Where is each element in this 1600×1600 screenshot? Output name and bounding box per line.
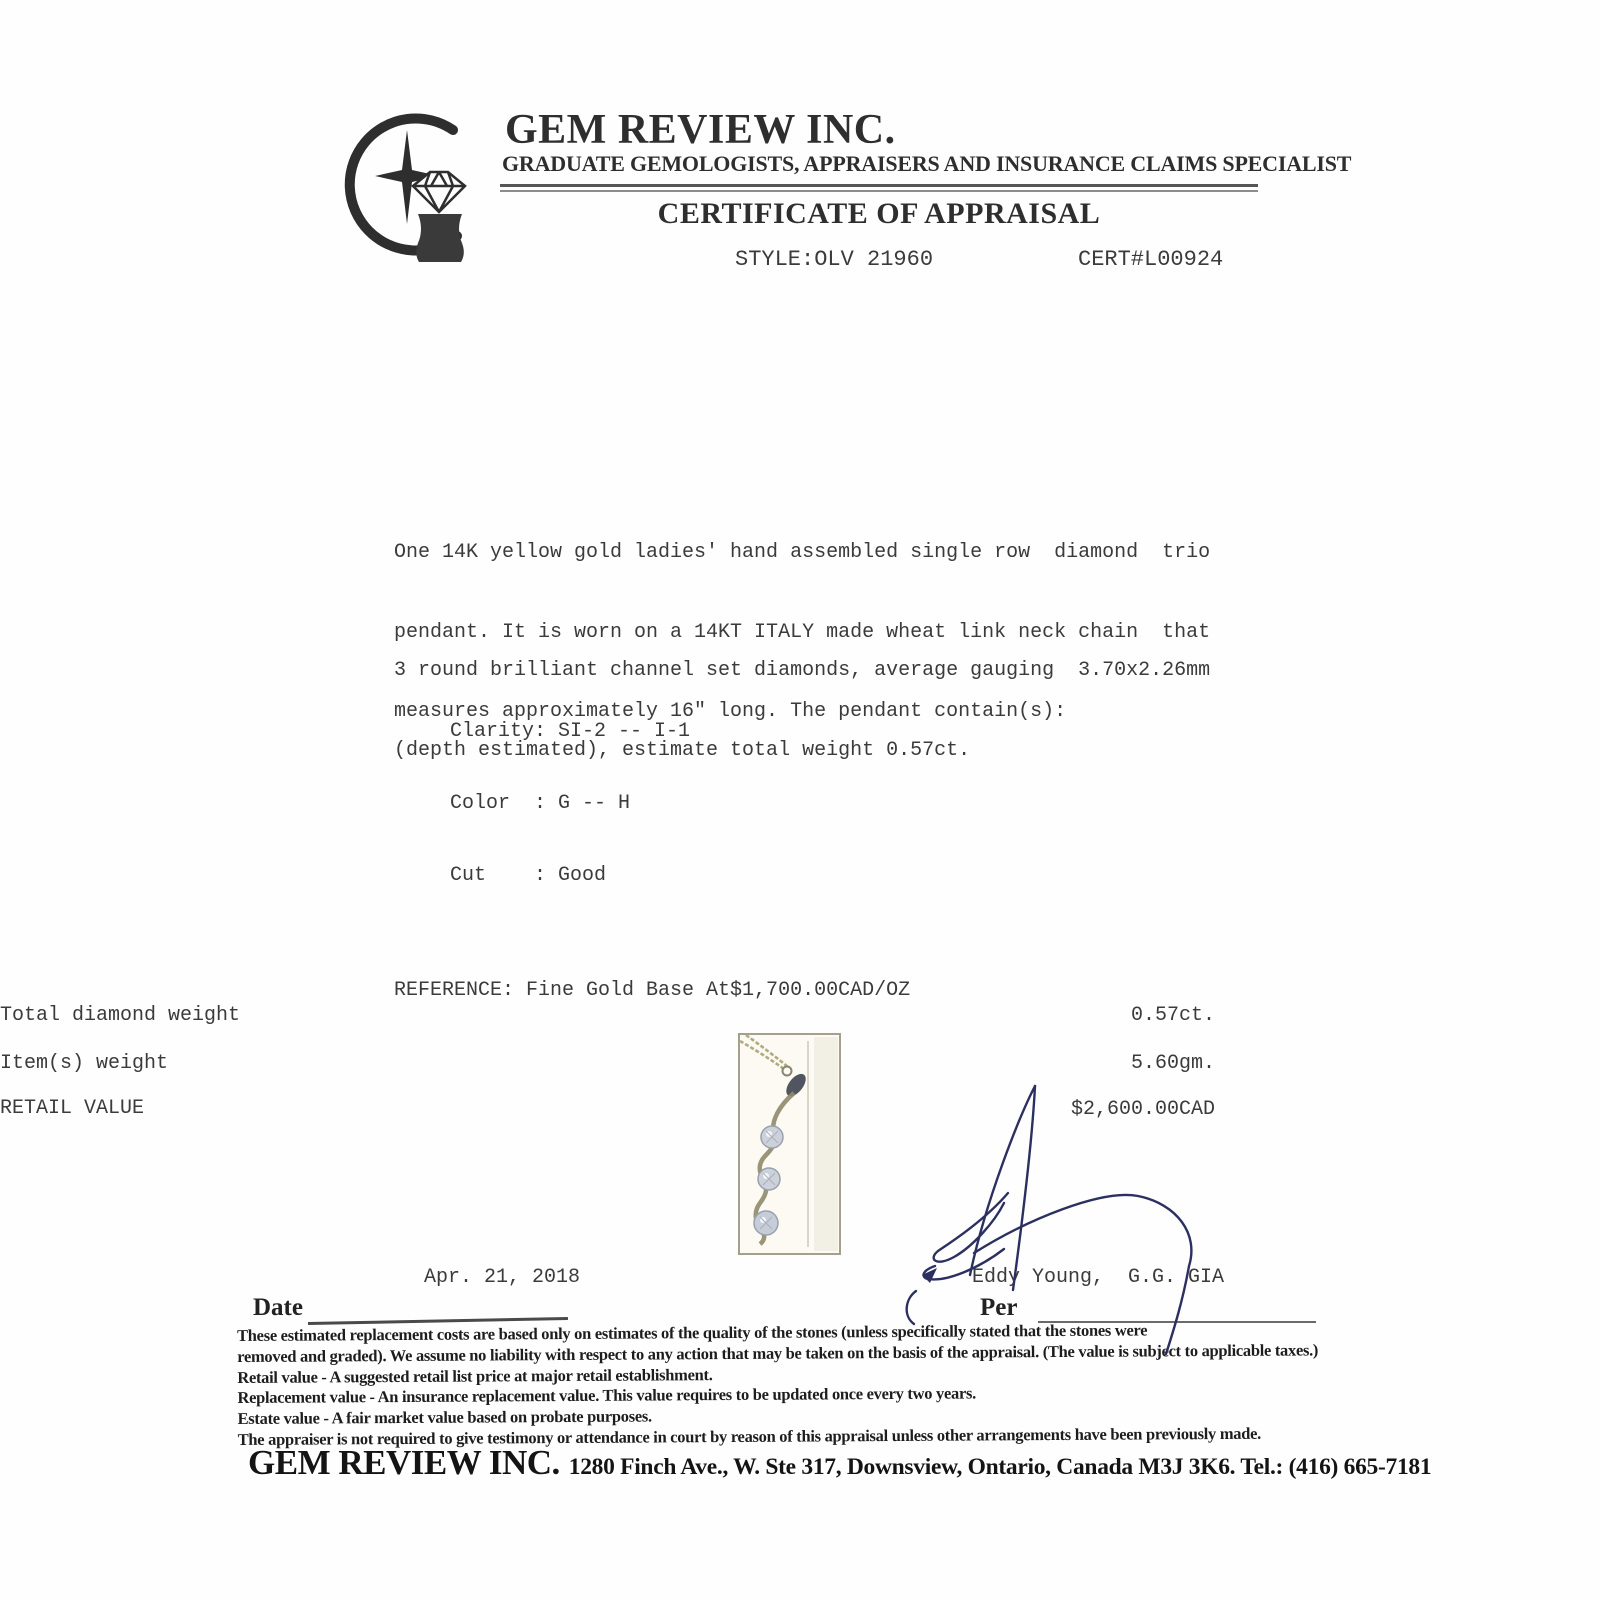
date-label: Date — [253, 1294, 303, 1321]
disclaimer-line: removed and graded). We assume no liability with respect to any action that may be taken on the basis of the appraisal. (The value is subject to applicable taxes.) — [237, 1340, 1319, 1366]
disclaimer-line: Estate value - A fair market value based on probate purposes. — [237, 1406, 652, 1429]
cert-number: CERT#L00924 — [1078, 247, 1224, 272]
disclaimer-line: Replacement value - An insurance replacement value. This value requires to be updated once every two years. — [237, 1383, 976, 1408]
clarity-grade: Clarity: SI-2 -- I-1 — [450, 720, 691, 743]
diamond-grades — [450, 672, 690, 936]
retail-value-label: RETAIL VALUE — [0, 1097, 145, 1120]
gem-review-logo-icon — [335, 112, 490, 264]
per-label: Per — [980, 1294, 1018, 1321]
header-divider — [500, 184, 1258, 192]
company-tagline: GRADUATE GEMOLOGISTS, APPRAISERS AND INSURANCE CLAIMS SPECIALIST — [502, 151, 1352, 176]
disclaimer-line: The appraiser is not required to give testimony or attendance in court by reason of this appraisal unless other arrangements have been previously made. — [237, 1423, 1261, 1449]
diamond-icon — [413, 172, 465, 212]
disclaimer-line: Retail value - A suggested retail list price at major retail establishment. — [237, 1364, 713, 1387]
description-line: One 14K yellow gold ladies' hand assembled single row diamond trio — [394, 541, 1211, 564]
appraisal-date: Apr. 21, 2018 — [424, 1266, 581, 1289]
total-diamond-weight-value: 0.57ct. — [1130, 1004, 1215, 1027]
pedestal-icon — [416, 214, 464, 262]
disclaimer-line: These estimated replacement costs are based only on estimates of the quality of the stones (unless specifically stated that the stones were — [237, 1320, 1148, 1345]
appraiser-name: Eddy Young, G.G. GIA — [972, 1266, 1225, 1289]
company-name: GEM REVIEW INC. — [505, 107, 896, 153]
total-diamond-weight-label: Total diamond weight — [0, 1004, 241, 1027]
gold-base-reference: REFERENCE: Fine Gold Base At$1,700.00CAD/OZ — [394, 979, 911, 1002]
footer-company-name: GEM REVIEW INC. — [248, 1443, 560, 1482]
appraiser-signature — [878, 1053, 1213, 1355]
diamond-detail-line: 3 round brilliant channel set diamonds, average gauging 3.70x2.26mm — [394, 659, 1211, 682]
pendant-photo — [738, 1033, 841, 1255]
diamond-detail-line: (depth estimated), estimate total weight 0.57ct. — [394, 738, 971, 762]
style-number: STYLE:OLV 21960 — [735, 247, 934, 272]
description-line: measures approximately 16" long. The pendant contain(s): — [394, 700, 1067, 723]
cut-grade: Cut : Good — [450, 864, 607, 887]
description-line: pendant. It is worn on a 14KT ITALY made wheat link neck chain that — [394, 620, 1211, 644]
footer — [248, 1443, 1431, 1483]
retail-value-value: $2,600.00CAD — [1070, 1098, 1215, 1121]
certificate-title: CERTIFICATE OF APPRAISAL — [657, 197, 1101, 230]
item-weight-value: 5.60gm. — [1130, 1052, 1215, 1075]
footer-address: 1280 Finch Ave., W. Ste 317, Downsview, Ontario, Canada M3J 3K6. Tel.: (416) 665-7181 — [568, 1454, 1432, 1480]
item-weight-label: Item(s) weight — [0, 1052, 169, 1075]
color-grade: Color : G -- H — [450, 792, 631, 815]
